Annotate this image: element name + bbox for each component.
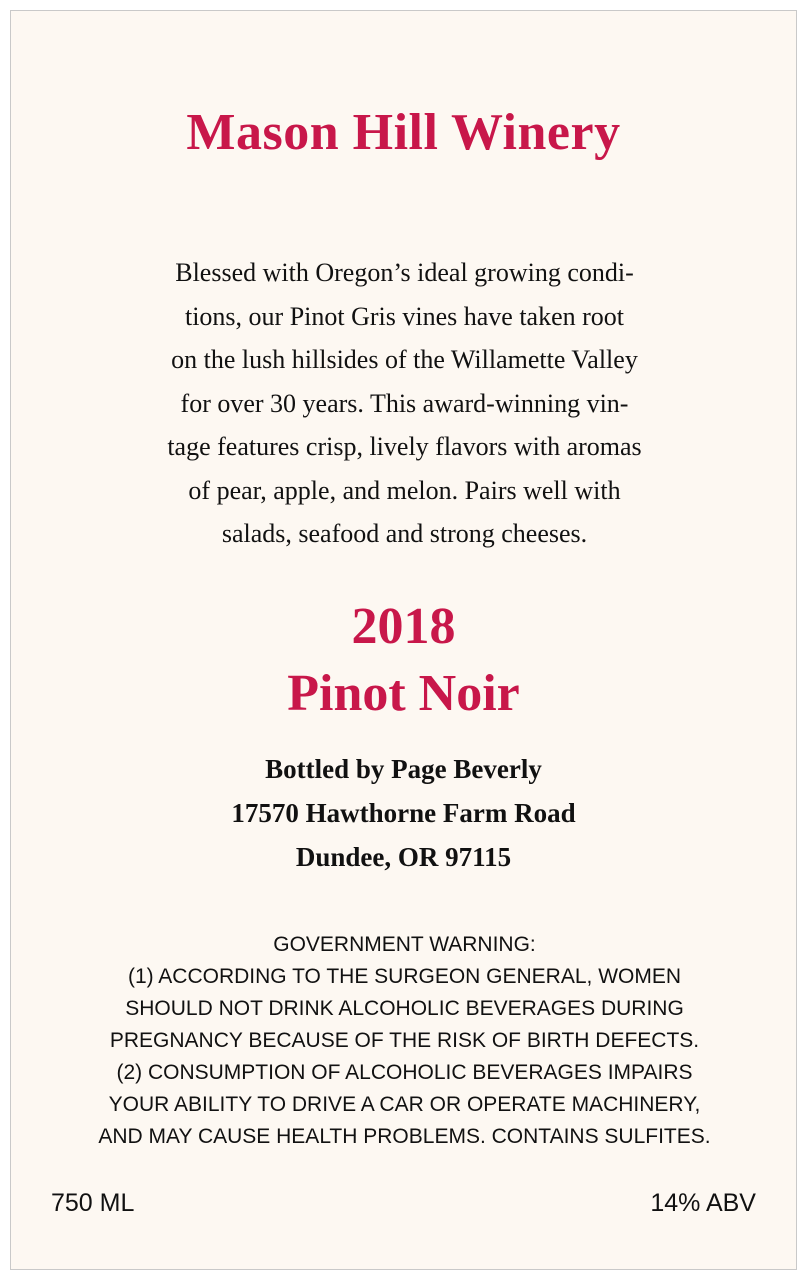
warning-line: (2) CONSUMPTION OF ALCOHOLIC BEVERAGES IMPAIRS xyxy=(116,1061,693,1084)
warning-line: YOUR ABILITY TO DRIVE A CAR OR OPERATE MACHINERY, xyxy=(108,1093,701,1116)
alcohol-by-volume: 14% ABV xyxy=(650,1189,756,1217)
description-line: Blessed with Oregon’s ideal growing condi- xyxy=(175,258,634,287)
vintage-year: 2018 xyxy=(351,598,456,655)
warning-line: SHOULD NOT DRINK ALCOHOLIC BEVERAGES DURING xyxy=(125,997,684,1020)
wine-label xyxy=(10,10,797,1270)
government-warning xyxy=(31,929,778,1153)
description-line: on the lush hillsides of the Willamette Valley xyxy=(171,345,638,374)
bottler-info xyxy=(11,747,796,879)
warning-line: GOVERNMENT WARNING: xyxy=(273,933,536,956)
warning-line: PREGNANCY BECAUSE OF THE RISK OF BIRTH DEFECTS. xyxy=(109,1029,700,1052)
wine-description xyxy=(81,251,728,556)
bottler-city: Dundee, OR 97115 xyxy=(295,842,512,872)
bottle-volume: 750 ML xyxy=(51,1189,135,1217)
description-line: for over 30 years. This award-winning vin- xyxy=(180,388,629,418)
varietal-name: Pinot Noir xyxy=(287,665,520,722)
bottler-street: 17570 Hawthorne Farm Road xyxy=(231,798,576,828)
bottler-name: Bottled by Page Beverly xyxy=(265,754,542,784)
description-line: salads, seafood and strong cheeses. xyxy=(221,519,588,548)
warning-line: (1) ACCORDING TO THE SURGEON GENERAL, WOMEN xyxy=(127,965,682,988)
description-line: of pear, apple, and melon. Pairs well with xyxy=(188,475,621,505)
description-line: tions, our Pinot Gris vines have taken root xyxy=(184,301,625,331)
description-line: tage features crisp, lively flavors with aromas xyxy=(167,432,642,461)
warning-line: AND MAY CAUSE HEALTH PROBLEMS. CONTAINS SULFITES. xyxy=(98,1125,711,1148)
winery-name: Mason Hill Winery xyxy=(186,104,621,161)
